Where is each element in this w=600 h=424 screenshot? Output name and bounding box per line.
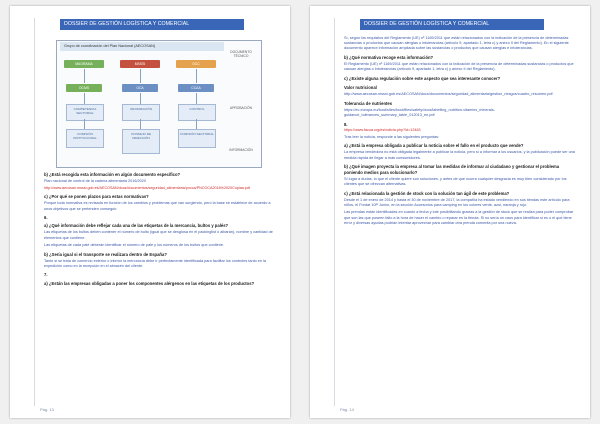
diagram-box: MSSSI (120, 60, 160, 68)
diagram-side-label-mid: APROBACIÓN (230, 106, 252, 110)
question-text: c) ¿Existe alguna regulación sobre este aspecto que sea interesante conocer? (344, 76, 501, 82)
paragraph: Sí lugar a dudas, lo que el cliente quiere son soluciones, y antes de que ocurra cualquier desgracia es muy bien considerado por los clientes que se ofrezcan alternativas. (344, 176, 567, 187)
paragraph: Porque toda normativa es revisada en función de los cambios y problemas que van surgiendo, pero la base se establece de acuerdo a unos objetivos que se pretenden conseguir. (44, 201, 271, 211)
diagram-sub-box: COMISIÓN INSTITUCIONAL (66, 129, 104, 148)
page-number: Pág. 13 (40, 407, 54, 412)
diagram-connector (196, 119, 197, 129)
diagram-connector (84, 93, 85, 104)
diagram-connector (84, 69, 85, 83)
diagram-sub-box: COMPETENCIA SECTORIAL (66, 104, 104, 121)
page-left-text (44, 172, 279, 287)
paragraph: Tanto si se trata de comercio exterior o interior la mercancía debe ir perfectamente identificada para facilitar los controles tanto en la expedición como en la recepción en el almacén del cliente. (44, 258, 267, 268)
paragraph: El Reglamento (UE) nº 1169/2011 que están relacionados con la indicación de la presencia de determinadas sustancias o productos que causan alergias o intolerancias (artículo 9, apartado 1, letra c) y anexo II del Reglamento). (344, 62, 574, 72)
question-text: a) ¿Están las empresas obligadas a poner los componentes alérgenos en las etiquetas de los productos? (44, 280, 255, 286)
page-header: DOSSIER DE GESTIÓN LOGÍSTICA Y COMERCIAL (60, 19, 244, 30)
paragraph: Tras leer la noticia, responde a las siguientes preguntas: (344, 134, 440, 139)
question-text: b) ¿Qué normativa recoge esta información? (344, 55, 434, 61)
paragraph: Las etiquetas de cada palé deberán identificar el número de palé y los números de los bultos que contiene. (44, 242, 225, 247)
diagram-connector (196, 69, 197, 83)
question-text: Valor nutricional (344, 85, 377, 91)
paragraph: Desde el 1 de enero de 2014 y hasta el 30 de noviembre de 2017, la compañía ha estado vendiendo en sus tiendas este artículo para niños, el Fordat 10P Junior, en la sección Accesorios para camping en los colores verde, azul, naranja y rojo. (344, 197, 570, 208)
coordination-diagram (44, 36, 279, 168)
diagram-title: Grupo de coordinación del Plan Nacional (AECOSAN) (60, 42, 224, 51)
question-text: a) ¿Qué información debe reflejar cada una de las etiquetas de la mercancía, bultos y palés? (44, 223, 229, 229)
paragraph: Las prendas están identificadas en cuanto a fecha y lote posibilitando gracias a la gestión de stock que se realiza para poder comprobar que son las que poseen fallo a la hora de hacer el cambio o reparar en la tienda. Si no sería un caos para identificar si es o el que tiene error y diversas ayudas podrían intentar aprovechar para cambiar otra prenda comenta por una nueva. (344, 210, 574, 225)
diagram-box: OCA (122, 84, 158, 92)
diagram-sub-box: INFORMACIÓN (122, 104, 160, 121)
question-text: c) ¿Por qué se ponen plazos para estas normativas? (44, 194, 149, 200)
diagram-connector (196, 93, 197, 104)
question-text: b) ¿Sería igual si el transporte se realizara dentro de España? (44, 251, 167, 257)
diagram-box: MAGRAMA (64, 60, 104, 68)
section-number: 6. (44, 214, 48, 220)
question-text: a) ¿Está la empresa obligada a publicar la noticia sobre el fallo en el producto que vende? (344, 143, 524, 149)
question-text: c) ¿Está relacionada la gestión de stock con la solución tan ágil de este problema? (344, 190, 510, 196)
diagram-connector (84, 119, 85, 129)
section-number: 8. (344, 121, 348, 127)
paragraph: http://www.aecosan.msssi.gob.es/AECOSAN/docs/documentos/seguridad_alimentaria/gestion_riesgos/cuadro_resumen.pdf (344, 92, 553, 97)
diagram-sub-box: COMISIÓN SECTORIAL (178, 129, 216, 148)
paragraph: Sí, según los requisitos del Reglamento (UE) nº 1169/2011 que están relacionados con la indicación de la presencia de determinadas sustancias o productos que causan alergias o intolerancias (artículo 9, apartado 1, letra c) y anexo II del Reglamento). En el siguiente documento aparece información ampliada sobre las sustancias o productos que causan alergias e intolerancias. (344, 36, 569, 51)
diagram-side-label-bottom: INFORMACIÓN (229, 148, 253, 152)
page-margin-line (334, 18, 335, 406)
diagram-connector (140, 119, 141, 129)
diagram-side-label-top: DOCUMENTO TÉCNICO (230, 50, 252, 58)
question-text: Tolerancia de nutrientes (344, 101, 393, 106)
paragraph: Plan nacional de control de la cadena alimentaria 2016/2020 (44, 178, 146, 183)
reference-link[interactable]: http://www.aecosan.msssi.gob.es/AECOSAN/docs/documentos/seguridad_alimentaria/pncca/PNCOCA2016%2020Copiaa.pdf (44, 185, 250, 190)
diagram-box: OCC (176, 60, 216, 68)
paragraph: La empresa vendedora no está obligada legalmente a publicar la noticia, pero sí a informar a los usuarios, y la publicación puede ser una medida rápida de llegar a más consumidores. (344, 150, 575, 160)
question-text: b) ¿Qué imagen proyecta la empresa al tomar las medidas de informar al ciudadano y gestionar el problema poniendo medios para solucionarlo? (344, 164, 560, 175)
paragraph: https://ec.europa.eu/food/sites/food/files/safety/docs/labelling_nutrition-vitamins_minerals-guidance_tolerances_summary_table_012013_en.pdf (344, 108, 495, 118)
reference-link[interactable]: https://www.facua.org/es/noticia.php?Id=12463 (344, 127, 421, 132)
page-right-text (344, 36, 579, 226)
paragraph: Las etiquetas de los bultos deben contener el número de bulto (igual que se desglosa en el packinglist o albarán), nombre y cantidad de elementos que contiene. (44, 230, 273, 240)
page-left (10, 6, 290, 418)
section-number: 7. (44, 272, 48, 278)
page-left-content (44, 36, 279, 288)
page-number: Pág. 14 (340, 407, 354, 412)
diagram-sub-box: CONTROL (178, 104, 216, 121)
diagram-box: CCAA (178, 84, 214, 92)
diagram-sub-box: CONSEJO DE DIRECCIÓN (122, 129, 160, 154)
diagram-connector (140, 93, 141, 104)
page-margin-line (34, 18, 35, 406)
page-header: DOSSIER DE GESTIÓN LOGÍSTICA Y COMERCIAL (360, 19, 544, 30)
diagram-box: OCMS (66, 84, 102, 92)
page-right (310, 6, 590, 418)
diagram-connector (140, 69, 141, 83)
page-right-content (344, 36, 579, 228)
question-text: b) ¿Está recogida esta información en algún documento específico? (44, 171, 181, 177)
